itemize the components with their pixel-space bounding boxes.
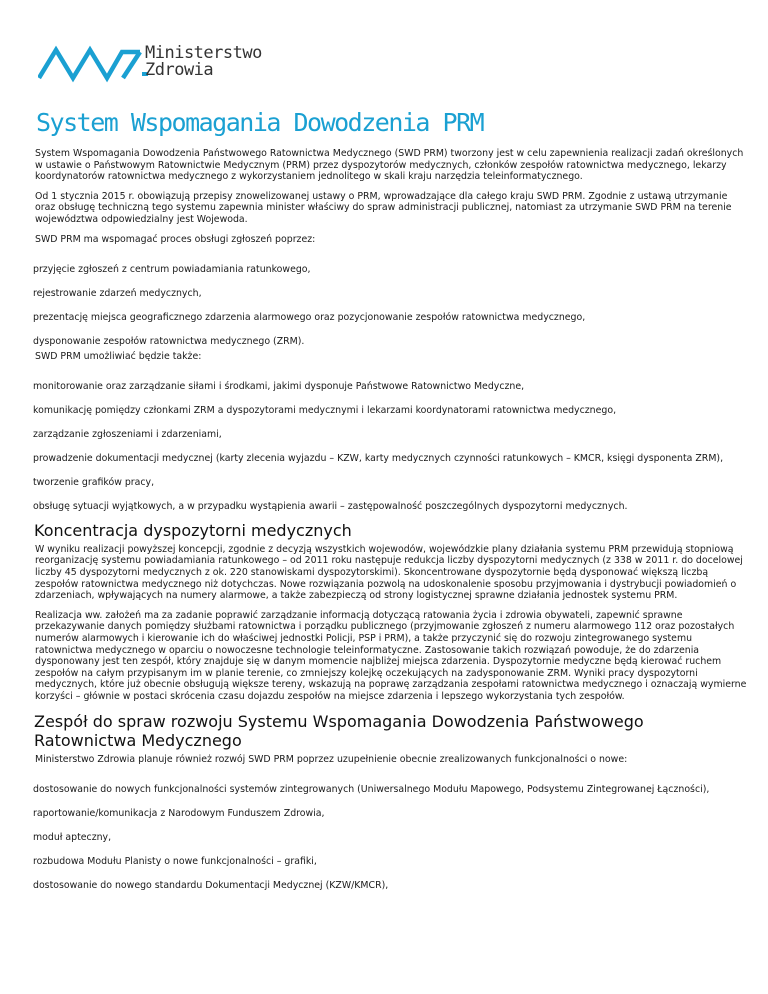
list-item: dostosowanie do nowych funkcjonalności systemów zintegrowanych (Uniwersalnego Modułu Mapowego, Podsystemu Zintegrowanej Łączności), <box>33 784 710 796</box>
section3-intro: Ministerstwo Zdrowia planuje również rozwój SWD PRM poprzez uzupełnienie obecnie zrealizowanych funkcjonalności o nowe: <box>35 754 628 766</box>
section-heading-zespol: Zespół do spraw rozwoju Systemu Wspomagania Dowodzenia Państwowego Ratownictwa Medycznego <box>34 712 644 751</box>
intro-paragraph-1: System Wspomagania Dowodzenia Państwowego Ratownictwa Medycznego (SWD PRM) tworzony jest w celu zapewnienia realizacji zadań określonych w ustawie o Państwowym Ratownictwie Medycznym (PRM) przez dyspozytorów medycznych, członków zespołów ratownictwa medycznego, lekarzy koordynatorów ratownictwa medycznego z wykorzystaniem jednolitego w skali kraju narzędzia teleinformatycznego. <box>35 148 744 183</box>
logo-wordmark <box>145 45 262 78</box>
logo-line1: Ministerstwo <box>145 43 262 63</box>
list-item: zarządzanie zgłoszeniami i zdarzeniami, <box>33 429 222 441</box>
intro-paragraph-2: Od 1 stycznia 2015 r. obowiązują przepisy znowelizowanej ustawy o PRM, wprowadzające dla całego kraju SWD PRM. Zgodnie z ustawą utrzymanie oraz obsługę techniczną tego systemu zapewnia minister właściwy do spraw administracji publicznej, natomiast za utrzymanie SWD PRM na terenie województwa odpowiedzialny jest Wojewoda. <box>35 190 732 225</box>
list-item: dysponowanie zespołów ratownictwa medycznego (ZRM). <box>33 335 305 347</box>
section-heading-koncentracja: Koncentracja dyspozytorni medycznych <box>34 520 352 540</box>
section2-paragraph-1: W wyniku realizacji powyższej koncepcji, zgodnie z decyzją wszystkich wojewodów, wojewódzkie plany działania systemu PRM przewidują stopniową reorganizację systemu powiadamiania ratunkowego – od 2011 roku następuje redukcja liczby dyspozytorni medycznych (z 338 w 2011 r. do docelowej liczby 45 dyspozytorni medycznych z ok. 220 stanowiskami dyspozytorskimi). Skoncentrowane dyspozytornie będą dysponować większą liczbą zespołów ratownictwa medycznego niż dotychczas. Nowe rozwiązania pozwolą na udoskonalenie sposobu przyjmowania i dystrybucji powiadomień o zdarzeniach, wpływających na numery alarmowe, a także zabezpieczą od strony logistycznej sprawne działania jednostek systemu PRM. <box>35 543 743 602</box>
list-item: rejestrowanie zdarzeń medycznych, <box>33 287 202 299</box>
list-item: komunikację pomiędzy członkami ZRM a dyspozytorami medycznymi i lekarzami koordynatorami ratownictwa medycznego, <box>33 405 617 417</box>
list-item: rozbudowa Modułu Planisty o nowe funkcjonalności – grafiki, <box>33 856 317 868</box>
logo-line2: Zdrowia <box>145 60 214 80</box>
list2-intro: SWD PRM umożliwiać będzie także: <box>35 351 202 363</box>
page-title: System Wspomagania Dowodzenia PRM <box>36 108 484 137</box>
list-item: przyjęcie zgłoszeń z centrum powiadamiania ratunkowego, <box>33 263 311 275</box>
list-item: prezentację miejsca geograficznego zdarzenia alarmowego oraz pozycjonowanie zespołów ratownictwa medycznego, <box>33 311 586 323</box>
list-item: moduł apteczny, <box>33 832 112 844</box>
list-item: tworzenie grafików pracy, <box>33 477 155 489</box>
list-item: raportowanie/komunikacja z Narodowym Funduszem Zdrowia, <box>33 808 325 820</box>
list-item: dostosowanie do nowego standardu Dokumentacji Medycznej (KZW/KMCR), <box>33 880 389 892</box>
section2-paragraph-2: Realizacja ww. założeń ma za zadanie poprawić zarządzanie informacją dotyczącą ratowania życia i zdrowia obywateli, zapewnić sprawne przekazywanie danych pomiędzy służbami ratownictwa i porządku publicznego (przyjmowanie zgłoszeń z numeru alarmowego 112 oraz pozostałych numerów alarmowych i kierowanie ich do właściwej jednostki Policji, PSP i PRM), a także przyczynić się do rozwoju zintegrowanego systemu ratownictwa medycznego w oparciu o nowoczesne technologie teleinformatyczne. Zastosowanie takich rozwiązań powoduje, że do zdarzenia dysponowany jest ten zespół, który znajduje się w danym momencie najbliżej miejsca zdarzenia. Dyspozytornie medyczne będą kierować ruchem zespołów na całym przypisanym im w planie terenie, co zmniejszy kolejkę oczekujących na zadysponowanie ZRM. Wyniki pracy dyspozytorni medycznych, które już obecnie obsługują większe tereny, wskazują na poprawę zarządzania zespołami ratownictwa medycznego i oznaczają wymierne korzyści – głównie w postaci skrócenia czasu dojazdu zespołów na miejsce zdarzenia i lepszego wykorzystania tych zespołów. <box>35 609 747 702</box>
list-item: prowadzenie dokumentacji medycznej (karty zlecenia wyjazdu – KZW, karty medycznych czynności ratunkowych – KMCR, księgi dysponenta ZRM), <box>33 453 724 465</box>
list-item: obsługę sytuacji wyjątkowych, a w przypadku wystąpienia awarii – zastępowalność poszczególnych dyspozytorni medycznych. <box>33 501 628 513</box>
article-body <box>35 148 747 894</box>
list-item: monitorowanie oraz zarządzanie siłami i środkami, jakimi dysponuje Państwowe Ratownictwo Medyczne, <box>33 381 525 393</box>
list1-intro: SWD PRM ma wspomagać proces obsługi zgłoszeń poprzez: <box>35 233 316 245</box>
